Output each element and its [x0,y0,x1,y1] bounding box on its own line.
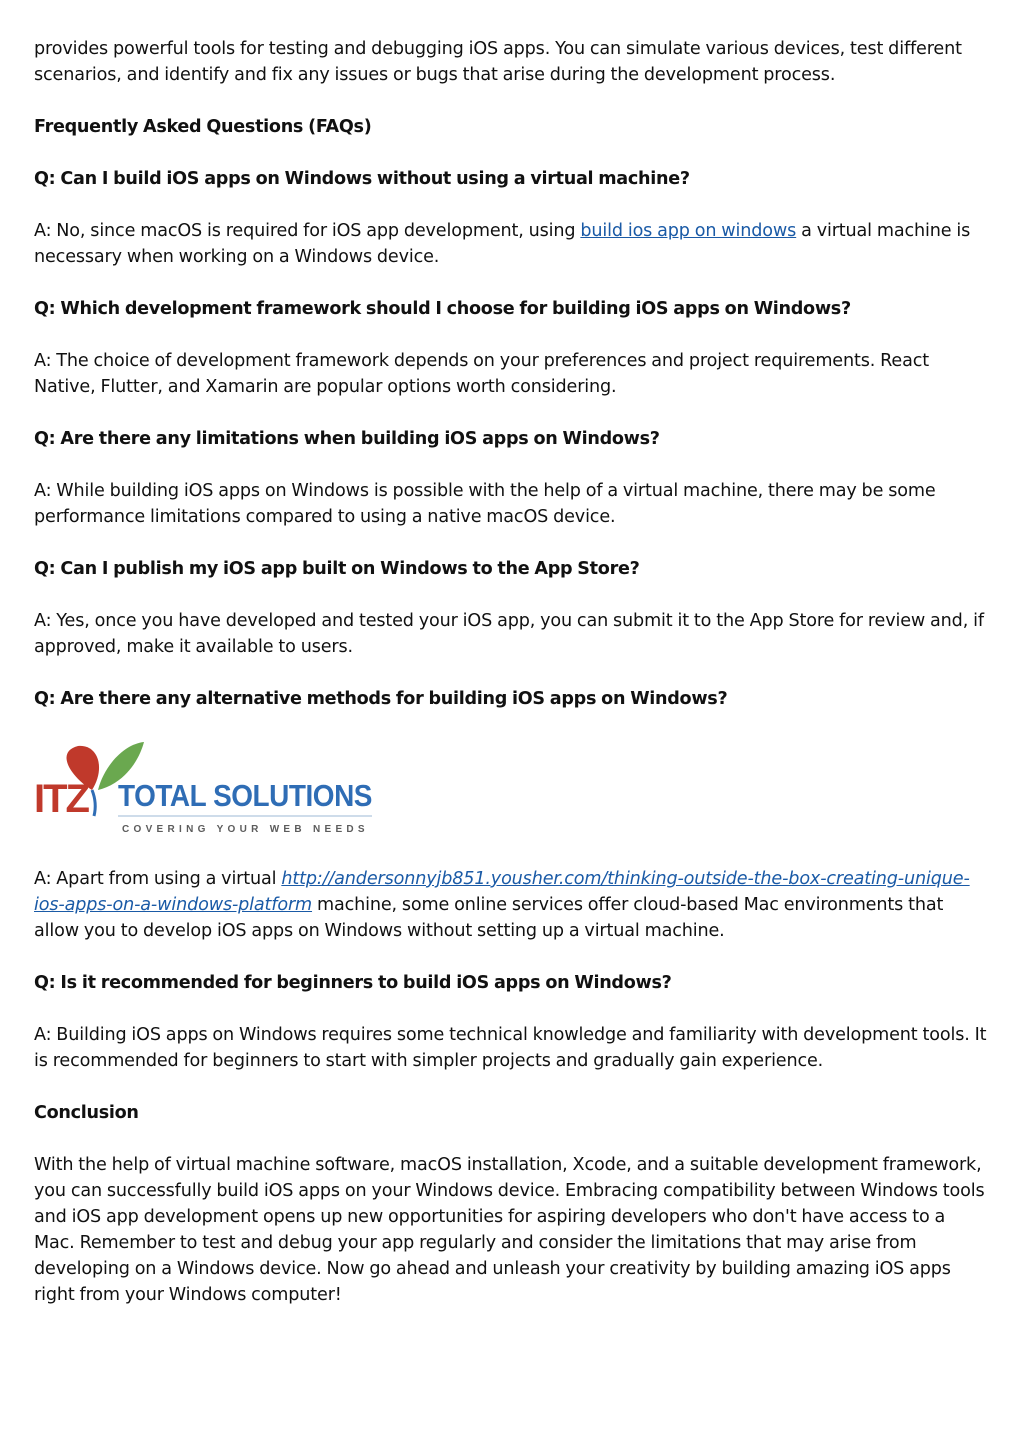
logo-brand-name: TOTAL SOLUTIONS [118,778,372,813]
faq-heading: Frequently Asked Questions (FAQs) [34,117,372,137]
answer-6: A: Building iOS apps on Windows requires some technical knowledge and familiarity with development tools. It is recommended for beginners to start with simpler projects and gradually gain experience. [34,1025,987,1071]
build-ios-app-link[interactable]: build ios app on windows [580,221,797,241]
answer-5-text-before: A: Apart from using a virtual [34,869,282,889]
question-3: Q: Are there any limitations when building iOS apps on Windows? [34,429,660,449]
answer-4: A: Yes, once you have developed and tested your iOS app, you can submit it to the App Store for review and, if approved, make it available to users. [34,611,984,657]
logo-brand-prefix: ITZ [34,777,88,821]
question-5: Q: Are there any alternative methods for building iOS apps on Windows? [34,689,728,709]
conclusion-paragraph: With the help of virtual machine software, macOS installation, Xcode, and a suitable development framework, you can successfully build iOS apps on your Windows device. Embracing compatibility between Windows tools and iOS app development opens up new opportunities for aspiring developers who don't have access to a Mac. Remember to test and debug your app regularly and consider the limitations that may arise from developing on a Windows device. Now go ahead and unleash your creativity by building amazing iOS apps right from your Windows computer! [34,1155,985,1305]
question-4: Q: Can I publish my iOS app built on Windows to the App Store? [34,559,640,579]
question-1: Q: Can I build iOS apps on Windows without using a virtual machine? [34,169,690,189]
intro-paragraph: provides powerful tools for testing and debugging iOS apps. You can simulate various devices, test different scenarios, and identify and fix any issues or bugs that arise during the development process. [34,39,962,85]
answer-2: A: The choice of development framework depends on your preferences and project requirements. React Native, Flutter, and Xamarin are popular options worth considering. [34,351,929,397]
logo-tagline: COVERING YOUR WEB NEEDS [122,824,368,835]
question-6: Q: Is it recommended for beginners to build iOS apps on Windows? [34,973,672,993]
answer-1-text-before: A: No, since macOS is required for iOS app development, using [34,221,581,241]
itz-total-solutions-logo [32,738,384,840]
andersonnyjb-article-link[interactable]: http://andersonnyjb851.yousher.com/thinking-outside-the-box-creating-unique-ios-apps-on-a-windows-platform [34,869,970,915]
conclusion-heading: Conclusion [34,1103,139,1123]
answer-3: A: While building iOS apps on Windows is possible with the help of a virtual machine, there may be some performance limitations compared to using a native macOS device. [34,481,936,527]
question-2: Q: Which development framework should I choose for building iOS apps on Windows? [34,299,851,319]
answer-1 [34,218,990,270]
answer-1-text-after: a virtual machine is necessary when working on a Windows device. [34,221,971,267]
answer-5 [34,866,990,944]
answer-5-text-after: machine, some online services offer cloud-based Mac environments that allow you to develop iOS apps on Windows without setting up a virtual machine. [34,895,944,941]
